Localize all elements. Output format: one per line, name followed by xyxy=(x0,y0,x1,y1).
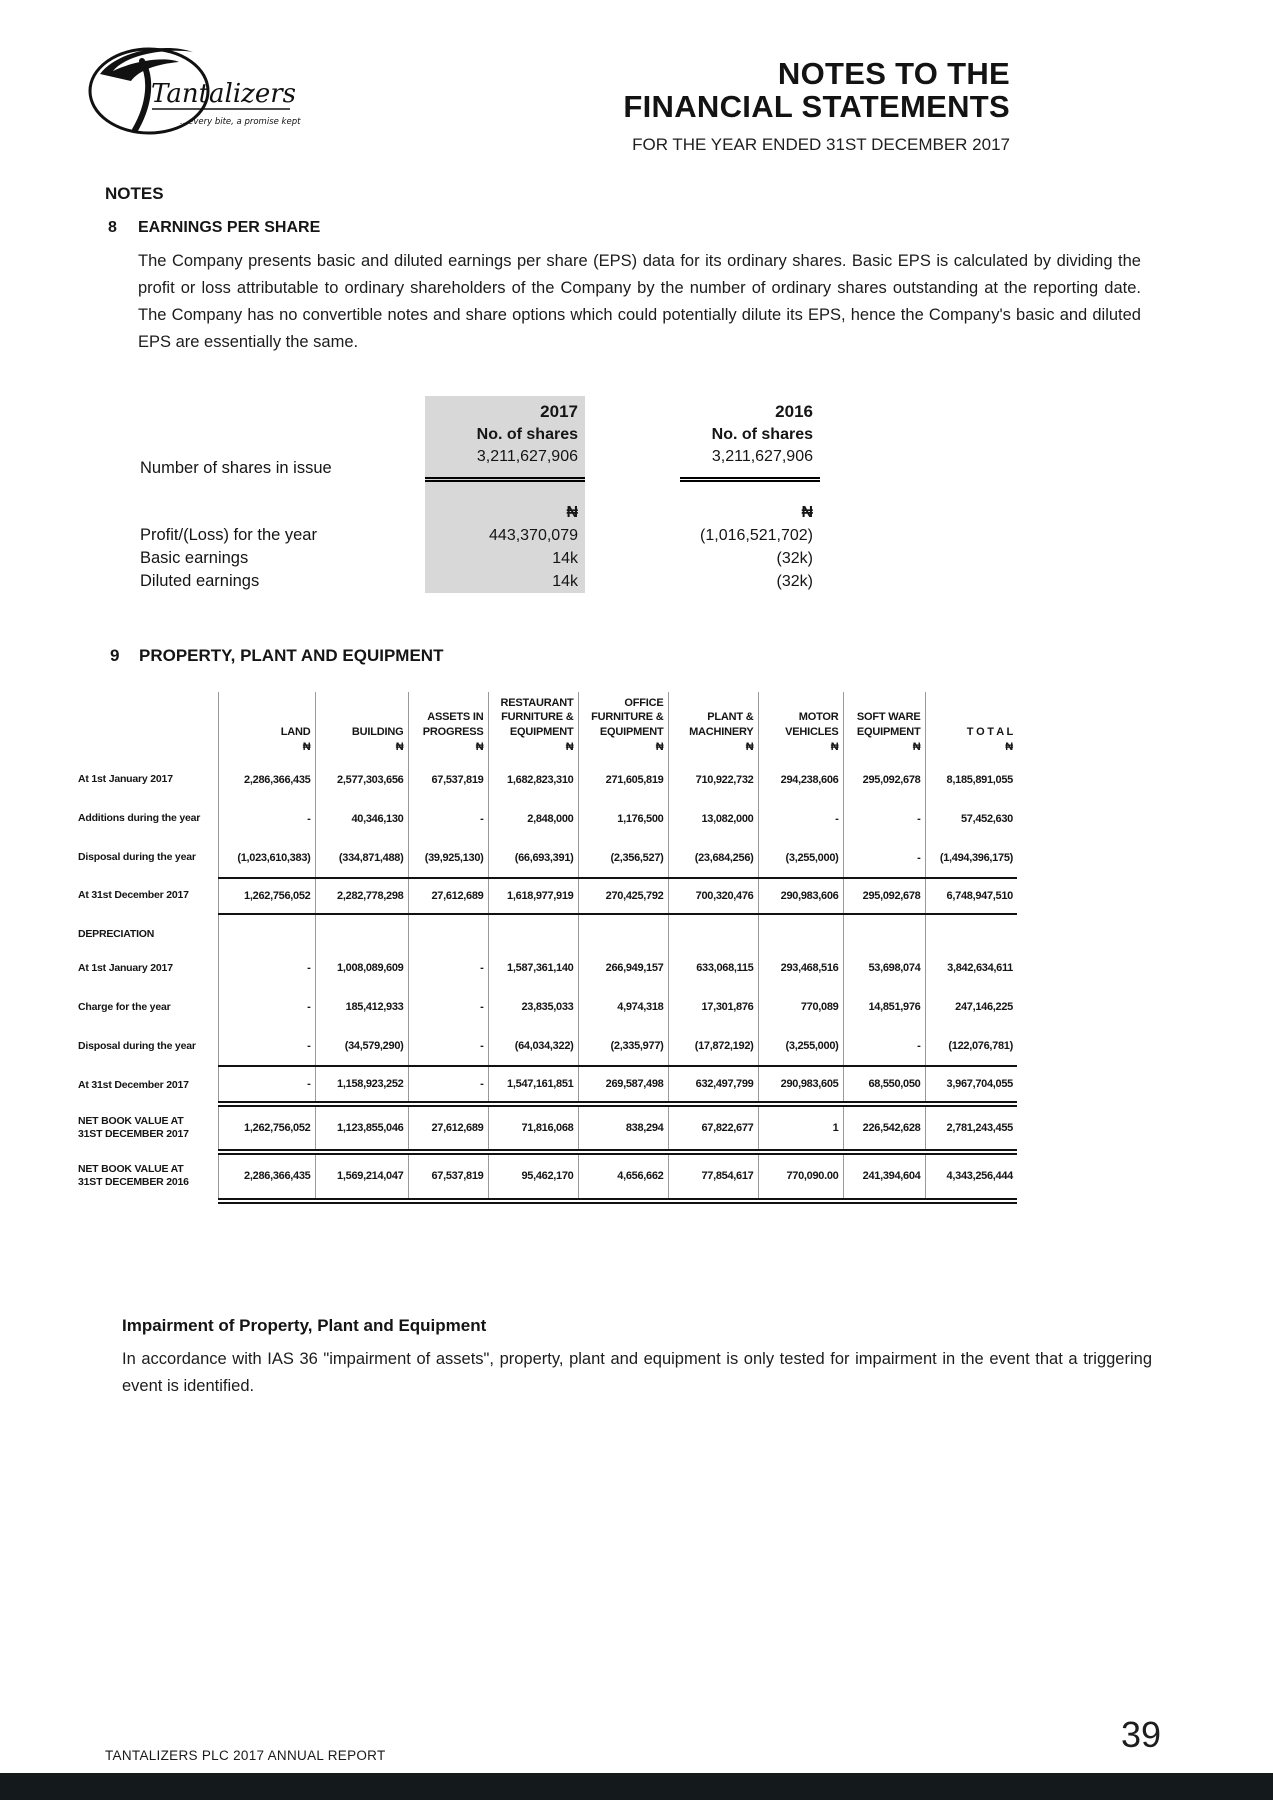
ppe-row xyxy=(78,1104,1017,1152)
ppe-cell: 1,262,756,052 xyxy=(218,878,315,914)
ppe-cell: 1,008,089,609 xyxy=(315,949,408,988)
ppe-row-label: NET BOOK VALUE AT 31ST DECEMBER 2017 xyxy=(78,1115,189,1141)
ppe-cell: 1,569,214,047 xyxy=(315,1152,408,1200)
ppe-cell: (3,255,000) xyxy=(758,838,843,877)
ppe-cell: 1 xyxy=(758,1104,843,1152)
ppe-cell: 27,612,689 xyxy=(408,1104,488,1152)
ppe-cell: 270,425,792 xyxy=(578,878,668,914)
ppe-cell: - xyxy=(408,799,488,838)
ppe-cell: 226,542,628 xyxy=(843,1104,925,1152)
ppe-cell: 266,949,157 xyxy=(578,949,668,988)
ppe-cell: 3,967,704,055 xyxy=(925,1066,1017,1104)
naira-symbol: ₦ xyxy=(302,740,311,753)
ppe-cell: - xyxy=(843,799,925,838)
ppe-cell: - xyxy=(758,799,843,838)
section8-title: EARNINGS PER SHARE xyxy=(138,219,321,236)
ppe-row-label: At 1st January 2017 xyxy=(78,773,173,786)
ppe-header-spacer xyxy=(78,692,218,757)
ppe-row-label: At 1st January 2017 xyxy=(78,961,173,974)
ppe-header-row xyxy=(78,692,1017,757)
ppe-cell: 710,922,732 xyxy=(668,757,758,799)
naira-symbol: ₦ xyxy=(1005,740,1013,753)
ppe-cell: - xyxy=(408,988,488,1027)
ppe-cell: 17,301,876 xyxy=(668,988,758,1027)
naira-symbol: ₦ xyxy=(912,740,921,753)
ppe-column-header: SOFT WARE EQUIPMENT ₦ xyxy=(843,692,925,757)
ppe-cell: 838,294 xyxy=(578,1104,668,1152)
ppe-row-label: Disposal during the year xyxy=(78,851,196,864)
ppe-cell: 1,262,756,052 xyxy=(218,1104,315,1152)
ppe-cell: 632,497,799 xyxy=(668,1066,758,1104)
ppe-column-header: PLANT & MACHINERY ₦ xyxy=(668,692,758,757)
ppe-cell: 294,238,606 xyxy=(758,757,843,799)
ppe-cell: 4,656,662 xyxy=(578,1152,668,1200)
ppe-row xyxy=(78,878,1017,914)
ppe-cell: 2,848,000 xyxy=(488,799,578,838)
eps-shares-2017: 3,211,627,906 xyxy=(425,446,585,480)
ppe-cell: (23,684,256) xyxy=(668,838,758,877)
ppe-cell: - xyxy=(218,1027,315,1066)
eps-unit-2016: No. of shares xyxy=(711,426,813,443)
naira-symbol: ₦ xyxy=(655,740,664,753)
eps-shares-label: Number of shares in issue xyxy=(140,458,332,477)
ppe-row xyxy=(78,949,1017,988)
ppe-row xyxy=(78,838,1017,877)
ppe-row-label: NET BOOK VALUE AT 31ST DECEMBER 2016 xyxy=(78,1163,189,1189)
footer-bar xyxy=(0,1773,1273,1800)
ppe-cell: 77,854,617 xyxy=(668,1152,758,1200)
eps-value: 14k xyxy=(425,570,585,593)
eps-value: (1,016,521,702) xyxy=(700,526,813,544)
naira-symbol: ₦ xyxy=(395,740,404,753)
footer-report-name: TANTALIZERS PLC 2017 ANNUAL REPORT xyxy=(105,1748,386,1763)
eps-value: 14k xyxy=(425,547,585,570)
ppe-cell: 633,068,115 xyxy=(668,949,758,988)
ppe-cell: 14,851,976 xyxy=(843,988,925,1027)
section8-number: 8 xyxy=(108,219,117,236)
tantalizers-logo xyxy=(85,36,307,146)
eps-row-label: Profit/(Loss) for the year xyxy=(140,525,317,544)
naira-symbol: ₦ xyxy=(830,740,839,753)
ppe-column-header: BUILDING ₦ xyxy=(315,692,408,757)
ppe-cell: 57,452,630 xyxy=(925,799,1017,838)
ppe-cell: (3,255,000) xyxy=(758,1027,843,1066)
ppe-cell: 40,346,130 xyxy=(315,799,408,838)
section8-body: The Company presents basic and diluted earnings per share (EPS) data for its ordinary shares. Basic EPS is calculated by dividing the profit or loss attributable to ordinary shareholders of the Company by the number of ordinary shares outstanding at the reporting date. The Company has no convertible notes and share options which could potentially dilute its EPS, hence the Company's basic and diluted EPS are essentially the same. xyxy=(138,252,1141,351)
section9-number: 9 xyxy=(110,646,120,665)
ppe-column-header: LAND ₦ xyxy=(218,692,315,757)
eps-value: (32k) xyxy=(776,549,813,567)
ppe-cell: 1,682,823,310 xyxy=(488,757,578,799)
brand-tagline: ...every bite, a promise kept xyxy=(180,117,301,127)
ppe-cell: 2,577,303,656 xyxy=(315,757,408,799)
eps-row-label: Basic earnings xyxy=(140,548,249,567)
ppe-cell: 271,605,819 xyxy=(578,757,668,799)
section-ppe-heading xyxy=(110,646,443,666)
ppe-cell: (334,871,488) xyxy=(315,838,408,877)
naira-symbol: ₦ xyxy=(745,740,754,753)
ppe-cell: 295,092,678 xyxy=(843,878,925,914)
eps-table xyxy=(140,396,820,593)
ppe-cell: 27,612,689 xyxy=(408,878,488,914)
ppe-cell xyxy=(408,914,488,949)
ppe-cell: 1,587,361,140 xyxy=(488,949,578,988)
ppe-cell: 8,185,891,055 xyxy=(925,757,1017,799)
ppe-cell: 241,394,604 xyxy=(843,1152,925,1200)
naira-symbol: ₦ xyxy=(565,740,574,753)
ppe-cell: 68,550,050 xyxy=(843,1066,925,1104)
ppe-cell: 13,082,000 xyxy=(668,799,758,838)
ppe-row xyxy=(78,914,1017,949)
ppe-cell xyxy=(218,914,315,949)
notes-heading: NOTES xyxy=(105,184,164,203)
ppe-cell: (66,693,391) xyxy=(488,838,578,877)
ppe-cell: - xyxy=(408,1066,488,1104)
eps-shares-2016: 3,211,627,906 xyxy=(680,446,820,480)
ppe-row-label: At 31st December 2017 xyxy=(78,889,189,901)
ppe-cell: (122,076,781) xyxy=(925,1027,1017,1066)
ppe-cell: (2,335,977) xyxy=(578,1027,668,1066)
eps-unit-2017: No. of shares xyxy=(425,424,585,446)
ppe-cell: 290,983,605 xyxy=(758,1066,843,1104)
ppe-cell: - xyxy=(218,949,315,988)
ppe-cell xyxy=(758,914,843,949)
ppe-column-header: RESTAURANT FURNITURE & EQUIPMENT ₦ xyxy=(488,692,578,757)
ppe-cell: (17,872,192) xyxy=(668,1027,758,1066)
ppe-cell: - xyxy=(843,838,925,877)
ppe-row-label: Charge for the year xyxy=(78,1000,171,1013)
ppe-cell: (1,494,396,175) xyxy=(925,838,1017,877)
title-subtitle: FOR THE YEAR ENDED 31ST DECEMBER 2017 xyxy=(632,134,1010,154)
ppe-cell: (2,356,527) xyxy=(578,838,668,877)
ppe-cell: 290,983,606 xyxy=(758,878,843,914)
ppe-cell: 67,537,819 xyxy=(408,757,488,799)
title-line1: NOTES TO THE xyxy=(777,56,1010,91)
ppe-cell: 71,816,068 xyxy=(488,1104,578,1152)
ppe-cell: (34,579,290) xyxy=(315,1027,408,1066)
ppe-column-header: T O T A L ₦ xyxy=(925,692,1017,757)
eps-value: (32k) xyxy=(776,572,813,590)
ppe-cell xyxy=(843,914,925,949)
eps-value: 443,370,079 xyxy=(425,524,585,547)
title-line2: FINANCIAL STATEMENTS xyxy=(623,88,1010,124)
naira-symbol: ₦ xyxy=(425,502,585,524)
page-number: 39 xyxy=(1120,1714,1161,1755)
ppe-cell: 1,547,161,851 xyxy=(488,1066,578,1104)
eps-year-2016: 2016 xyxy=(775,402,813,421)
ppe-cell: 2,286,366,435 xyxy=(218,1152,315,1200)
eps-row-label: Diluted earnings xyxy=(140,571,260,590)
ppe-cell: 2,282,778,298 xyxy=(315,878,408,914)
ppe-row xyxy=(78,799,1017,838)
ppe-cell: 23,835,033 xyxy=(488,988,578,1027)
ppe-cell: 1,123,855,046 xyxy=(315,1104,408,1152)
ppe-cell: 293,468,516 xyxy=(758,949,843,988)
section-earnings-per-share xyxy=(108,219,1148,356)
ppe-cell: 4,343,256,444 xyxy=(925,1152,1017,1200)
ppe-cell: 700,320,476 xyxy=(668,878,758,914)
ppe-cell: 6,748,947,510 xyxy=(925,878,1017,914)
ppe-table xyxy=(78,692,1017,1204)
ppe-row xyxy=(78,1066,1017,1104)
ppe-row xyxy=(78,988,1017,1027)
ppe-cell: - xyxy=(218,799,315,838)
brand-name: Tantalizers xyxy=(151,79,297,109)
ppe-column-header: OFFICE FURNITURE & EQUIPMENT ₦ xyxy=(578,692,668,757)
ppe-cell: 185,412,933 xyxy=(315,988,408,1027)
ppe-cell: 269,587,498 xyxy=(578,1066,668,1104)
ppe-cell xyxy=(488,914,578,949)
ppe-cell xyxy=(578,914,668,949)
ppe-cell: (1,023,610,383) xyxy=(218,838,315,877)
ppe-row-label: Disposal during the year xyxy=(78,1039,196,1052)
impairment-body: In accordance with IAS 36 "impairment of assets", property, plant and equipment is only tested for impairment in the event that a triggering event is identified. xyxy=(122,1350,1152,1395)
naira-symbol: ₦ xyxy=(801,503,813,521)
naira-symbol: ₦ xyxy=(475,740,484,753)
ppe-column-header: MOTOR VEHICLES ₦ xyxy=(758,692,843,757)
ppe-row-label: Additions during the year xyxy=(78,812,201,825)
ppe-row xyxy=(78,1152,1017,1200)
ppe-cell: - xyxy=(408,1027,488,1066)
ppe-cell: (39,925,130) xyxy=(408,838,488,877)
impairment-section xyxy=(122,1316,1152,1399)
ppe-cell: 95,462,170 xyxy=(488,1152,578,1200)
ppe-cell: 2,286,366,435 xyxy=(218,757,315,799)
ppe-cell: 770,089 xyxy=(758,988,843,1027)
ppe-cell: 295,092,678 xyxy=(843,757,925,799)
ppe-row-label: At 31st December 2017 xyxy=(78,1078,189,1091)
ppe-row-label: DEPRECIATION xyxy=(78,927,155,940)
ppe-cell xyxy=(315,914,408,949)
ppe-cell: 247,146,225 xyxy=(925,988,1017,1027)
ppe-cell: - xyxy=(218,988,315,1027)
ppe-cell: 770,090.00 xyxy=(758,1152,843,1200)
ppe-cell: (64,034,322) xyxy=(488,1027,578,1066)
ppe-row xyxy=(78,757,1017,799)
ppe-cell: 1,176,500 xyxy=(578,799,668,838)
ppe-cell: 67,537,819 xyxy=(408,1152,488,1200)
eps-year-2017: 2017 xyxy=(425,396,585,424)
ppe-row xyxy=(78,1027,1017,1066)
impairment-title: Impairment of Property, Plant and Equipment xyxy=(122,1316,487,1335)
ppe-cell: - xyxy=(843,1027,925,1066)
ppe-cell xyxy=(925,914,1017,949)
ppe-cell: 2,781,243,455 xyxy=(925,1104,1017,1152)
ppe-column-header: ASSETS IN PROGRESS ₦ xyxy=(408,692,488,757)
ppe-cell: 1,618,977,919 xyxy=(488,878,578,914)
section9-title: PROPERTY, PLANT AND EQUIPMENT xyxy=(139,646,444,665)
ppe-cell: 53,698,074 xyxy=(843,949,925,988)
ppe-cell xyxy=(668,914,758,949)
ppe-cell: - xyxy=(408,949,488,988)
ppe-cell: 1,158,923,252 xyxy=(315,1066,408,1104)
document-title xyxy=(623,58,1010,155)
ppe-cell: 3,842,634,611 xyxy=(925,949,1017,988)
ppe-cell: 67,822,677 xyxy=(668,1104,758,1152)
ppe-cell: - xyxy=(218,1066,315,1104)
ppe-cell: 4,974,318 xyxy=(578,988,668,1027)
